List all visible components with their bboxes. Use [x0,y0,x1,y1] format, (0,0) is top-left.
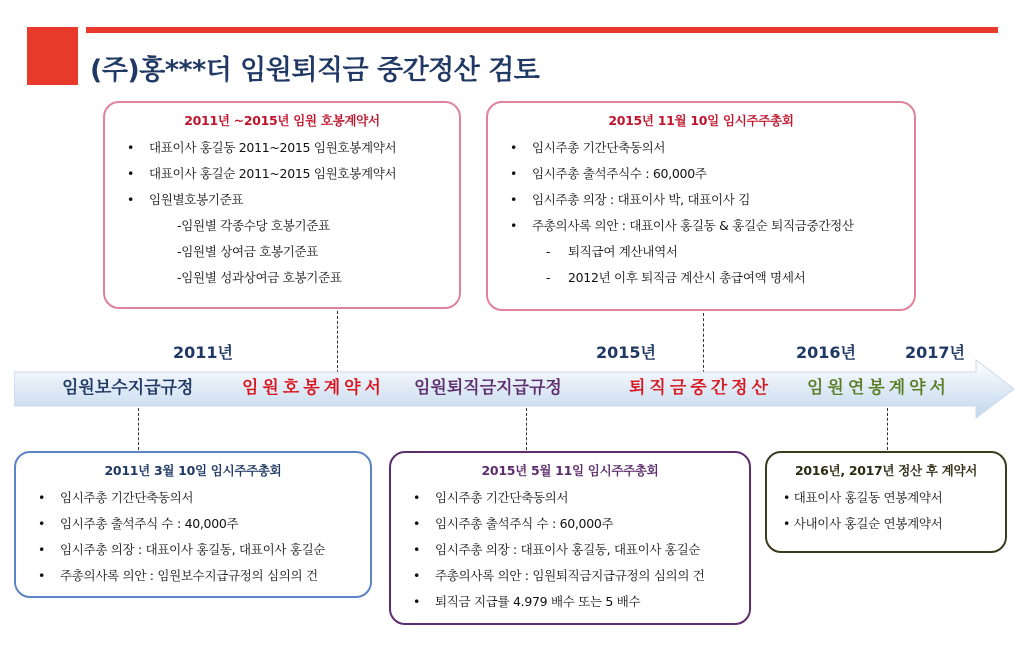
list-item: • 임원별호봉기준표 [115,187,449,213]
list-item: • 임시주총 기간단축동의서 [498,135,904,161]
list-item: • 사내이사 홍길순 연봉계약서 [783,516,943,531]
top-red-rule [86,27,998,33]
page-title: (주)홍***더 임원퇴직금 중간정산 검토 [90,55,540,86]
list-item: • 주총의사록 의안 : 대표이사 홍길동 & 홍길순 퇴직금중간정산 [498,213,904,239]
sub-list-item: - 퇴직급여 계산내역서 [498,239,904,265]
list-item: • 임시주총 의장 : 대표이사 홍길동, 대표이사 홍길순 [26,537,360,563]
list-item: • 주총의사록 의안 : 임원퇴직금지급규정의 심의의 건 [401,563,739,589]
box-title: 2015년 11월 10일 임시주주총회 [608,113,794,128]
stage-label: 임원퇴직금지급규정 [414,378,562,398]
list-item: • 퇴직금 지급률 4.979 배수 또는 5 배수 [401,589,739,615]
list-item: • 대표이사 홍길순 2011~2015 임원호봉계약서 [115,161,449,187]
stage-label: 임원연봉계약서 [807,378,950,398]
list-item: • 주총의사록 의안 : 임원보수지급규정의 심의의 건 [26,563,360,589]
title-accent-square [27,27,78,85]
year-label-2017: 2017년 [905,343,965,362]
list-item: • 임시주총 출석주식 수 : 40,000주 [26,511,360,537]
box-title: 2011년 3월 10일 임시주주총회 [104,463,282,478]
sub-list-item: - 2012년 이후 퇴직금 계산시 총급여액 명세서 [498,265,904,291]
year-label-2015: 2015년 [596,343,656,362]
stage-label: 퇴직금중간정산 [629,378,772,398]
year-label-2011: 2011년 [173,343,233,362]
list-item: • 임시주총 출석주식 수 : 60,000주 [401,511,739,537]
list-item: • 임시주총 기간단축동의서 [26,485,360,511]
stage-label: 임원보수지급규정 [62,378,194,398]
list-item: • 임시주총 의장 : 대표이사 홍길동, 대표이사 홍길순 [401,537,739,563]
box-2015-nov-meeting [486,101,916,311]
sub-list-item: -임원별 상여금 호봉기준표 [177,244,319,259]
sub-list-item: -임원별 성과상여금 호봉기준표 [177,270,342,285]
stage-label: 임원호봉계약서 [242,378,385,398]
box-2015-may-meeting [389,451,751,625]
list-item: • 대표이사 홍길동 연봉계약서 [783,490,943,505]
list-item: • 임시주총 의장 : 대표이사 박, 대표이사 김 [498,187,904,213]
year-label-2016: 2016년 [796,343,856,362]
box-title: 2015년 5월 11일 임시주주총회 [481,463,659,478]
box-title: 2016년, 2017년 정산 후 계약서 [794,463,978,478]
list-item: • 대표이사 홍길동 2011~2015 임원호봉계약서 [115,135,449,161]
box-2011-mar-meeting [14,451,372,598]
sub-list-item: -임원별 각종수당 호봉기준표 [177,218,330,233]
list-item: • 임시주총 기간단축동의서 [401,485,739,511]
box-2011-2015-contract [103,101,461,309]
box-2016-2017-contracts [765,451,1007,553]
box-title: 2011년 ~2015년 임원 호봉계약서 [184,113,380,128]
list-item: • 임시주총 출석주식수 : 60,000주 [498,161,904,187]
